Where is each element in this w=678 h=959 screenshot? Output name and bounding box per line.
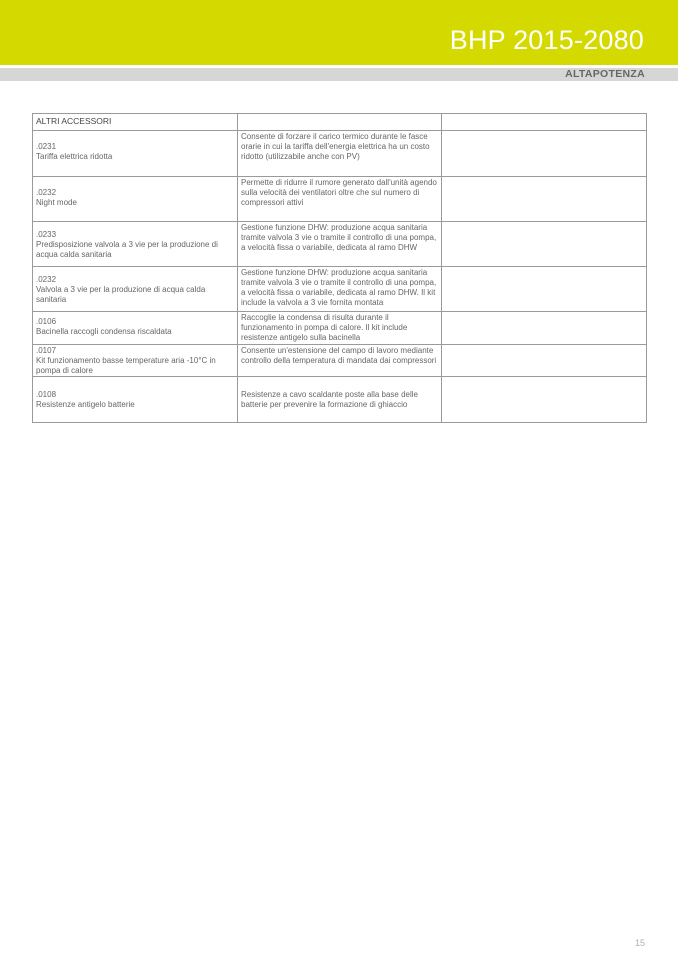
empty-cell — [442, 222, 647, 267]
accessory-cell — [33, 377, 238, 423]
table-header-empty-cell — [238, 114, 442, 131]
empty-cell — [442, 312, 647, 345]
description-cell: Gestione funzione DHW: produzione acqua sanitaria tramite valvola 3 vie o tramite il controllo di una pompa, a velocità fissa o variabile, dedicata al ramo DHW. Il kit include la valvola a 3 vie fornita montata — [238, 267, 442, 312]
accessory-code: .0232 — [36, 275, 57, 284]
accessory-cell — [33, 312, 238, 345]
accessories-table — [32, 113, 647, 423]
accessory-name: Night mode — [36, 198, 77, 207]
description-cell: Gestione funzione DHW: produzione acqua sanitaria tramite valvola 3 vie o tramite il controllo di una pompa, a velocità fissa o variabile, dedicata al ramo DHW — [238, 222, 442, 267]
empty-cell — [442, 267, 647, 312]
empty-cell — [442, 345, 647, 377]
empty-cell — [442, 131, 647, 177]
accessory-cell — [33, 222, 238, 267]
accessory-code: .0106 — [36, 317, 57, 326]
accessory-cell — [33, 131, 238, 177]
accessory-code: .0107 — [36, 346, 57, 355]
empty-cell — [442, 177, 647, 222]
description-cell: Permette di ridurre il rumore generato dall'unità agendo sulla velocità dei ventilatori oltre che sul numero di compressori attivi — [238, 177, 442, 222]
table-header-row — [33, 114, 647, 131]
description-cell: Consente di forzare il carico termico durante le fasce orarie in cui la tariffa dell'energia elettrica ha un costo ridotto (utilizzabile anche con PV) — [238, 131, 442, 177]
description-text: Resistenze a cavo scaldante poste alla base delle batterie per prevenire la formazione di ghiaccio — [241, 390, 418, 409]
accessory-name: Tariffa elettrica ridotta — [36, 152, 113, 161]
accessory-code: .0232 — [36, 188, 57, 197]
table-row — [33, 177, 647, 222]
accessory-code: .0233 — [36, 230, 57, 239]
accessory-code: .0231 — [36, 142, 57, 151]
accessory-name: Valvola a 3 vie per la produzione di acqua calda sanitaria — [36, 285, 206, 304]
accessory-cell — [33, 177, 238, 222]
table-header-empty-cell — [442, 114, 647, 131]
table-row — [33, 222, 647, 267]
table-header-cell: ALTRI ACCESSORI — [33, 114, 238, 131]
accessory-code: .0108 — [36, 390, 57, 399]
table-row — [33, 312, 647, 345]
document-title: BHP 2015-2080 — [449, 25, 644, 55]
accessory-name: Kit funzionamento basse temperature aria -10°C in pompa di calore — [36, 356, 216, 375]
accessory-name: Resistenze antigelo batterie — [36, 400, 135, 409]
description-cell — [238, 377, 442, 423]
table-row — [33, 345, 647, 377]
accessory-name: Predisposizione valvola a 3 vie per la produzione di acqua calda sanitaria — [36, 240, 218, 259]
section-label: ALTAPOTENZA — [565, 68, 645, 80]
accessory-cell — [33, 267, 238, 312]
accessory-cell — [33, 345, 238, 377]
empty-cell — [442, 377, 647, 423]
page-number: 15 — [634, 938, 645, 948]
table-row — [33, 267, 647, 312]
accessory-name: Bacinella raccogli condensa riscaldata — [36, 327, 172, 336]
table-row — [33, 377, 647, 423]
table-row — [33, 131, 647, 177]
description-cell: Consente un'estensione del campo di lavoro mediante controllo della temperatura di mandata dai compressori — [238, 345, 442, 377]
description-cell: Raccoglie la condensa di risulta durante il funzionamento in pompa di calore. Il kit include resistenze antigelo sulla bacinella — [238, 312, 442, 345]
